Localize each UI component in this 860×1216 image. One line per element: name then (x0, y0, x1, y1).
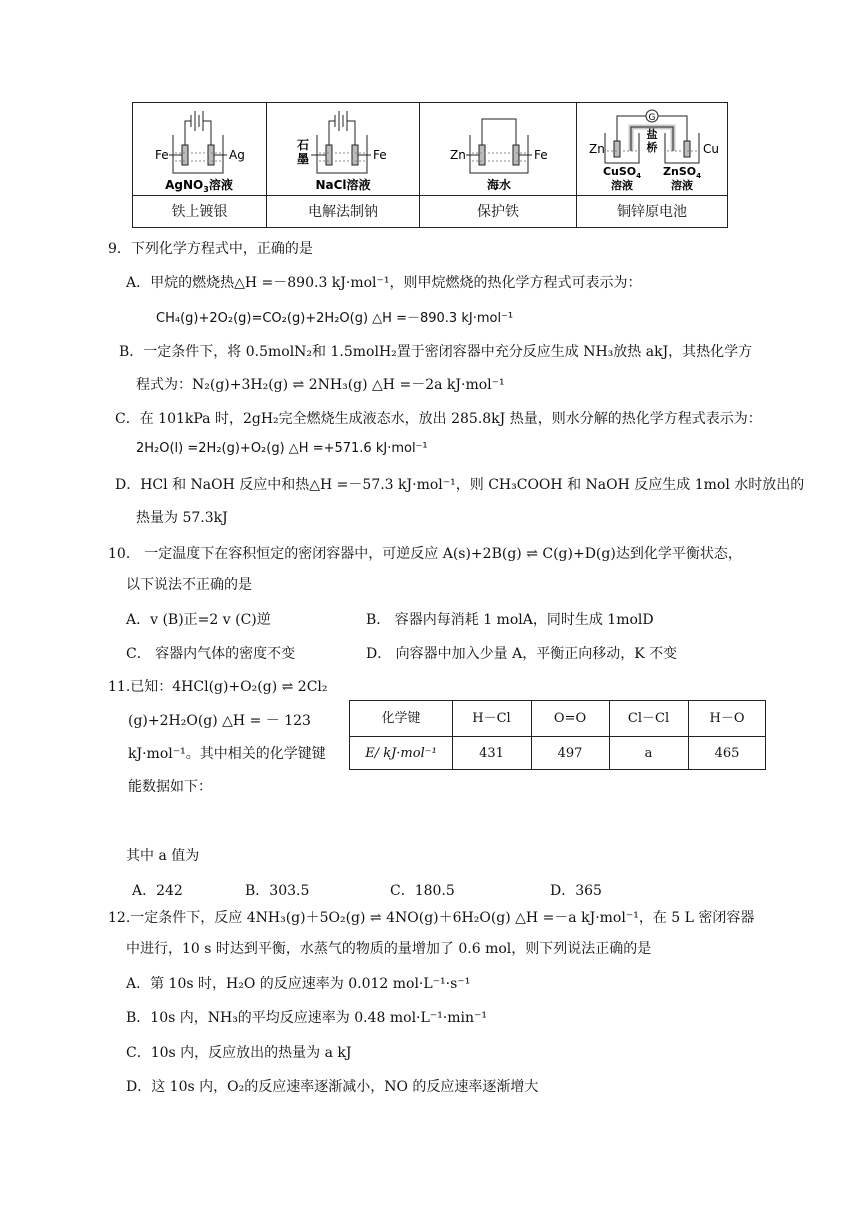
electrode-right: Fe (534, 148, 548, 162)
solution-label: NaCl溶液 (315, 178, 371, 192)
electrode-right: Ag (229, 148, 245, 162)
svg-text:CuSO4: CuSO$_4$ (602, 165, 642, 180)
q10-option-a: A．v (B)正=2 v (C)逆 (126, 612, 271, 628)
q12-option-b: B．10s 内，NH₃的平均反应速率为 0.48 mol·L⁻¹·min⁻¹ (126, 1010, 488, 1026)
q9-option-b-equation: 程式为：N₂(g)+3H₂(g) ⇌ 2NH₃(g) △H =－2a kJ·mol⁻¹ (136, 377, 505, 393)
electrode-left: Fe (155, 148, 169, 162)
q11-option-d: D．365 (550, 883, 602, 899)
q12-stem: 12.一定条件下，反应 4NH₃(g)＋5O₂(g) ⇌ 4NO(g)＋6H₂O(g) △H =－a kJ·mol⁻¹，在 5 L 密闭容器 (108, 910, 755, 926)
svg-text:盐: 盐 (646, 128, 658, 141)
q9-option-a: A．甲烷的燃烧热△H =－890.3 kJ·mol⁻¹，则甲烷燃烧的热化学方程式可表示为： (126, 275, 642, 291)
q9-option-c-equation: 2H₂O(l) =2H₂(g)+O₂(g) △H =+571.6 kJ·mol⁻¹ (136, 441, 428, 456)
electrolysis-diagram (267, 105, 419, 195)
protection-diagram (420, 105, 576, 195)
electroplating-diagram (133, 105, 266, 195)
header-oo: O=O (553, 711, 587, 726)
q10-option-c: C． 容器内气体的密度不变 (126, 646, 296, 662)
caption-electrolysis: 电解法制钠 (308, 204, 378, 220)
header-bond: 化学键 (381, 711, 421, 726)
q11-stem-3: kJ·mol⁻¹。其中相关的化学键键 (128, 746, 326, 762)
solution-label: 海水 (486, 178, 512, 192)
q9-option-b: B．一定条件下，将 0.5molN₂和 1.5molH₂置于密闭容器中充分反应生成 NH₃放热 akJ，其热化学方 (119, 344, 753, 360)
galvanic-cell-diagram (577, 105, 727, 195)
q12-option-a: A．第 10s 时，H₂O 的反应速率为 0.012 mol·L⁻¹·s⁻¹ (126, 976, 471, 992)
value-hcl: 431 (479, 746, 504, 761)
q11-option-c: C．180.5 (390, 883, 455, 899)
svg-text:溶液: 溶液 (611, 179, 633, 192)
q9-option-c: C．在 101kPa 时，2gH₂完全燃烧生成液态水，放出 285.8kJ 热量，则水分解的热化学方程式表示为： (115, 411, 762, 427)
q9-option-d-cont: 热量为 57.3kJ (136, 510, 228, 526)
svg-text:墨: 墨 (297, 152, 310, 166)
q11-option-b: B．303.5 (245, 883, 310, 899)
svg-text:ZnSO4: ZnSO$_4$ (663, 165, 701, 180)
q9-stem: 9．下列化学方程式中，正确的是 (108, 241, 313, 257)
svg-text:石: 石 (297, 138, 310, 152)
electrode-right: Fe (373, 148, 387, 162)
value-ho: 465 (714, 746, 740, 761)
bond-energy-table (349, 700, 766, 770)
q11-stem-4: 能数据如下： (128, 779, 212, 795)
q10-option-d: D． 向容器中加入少量 A，平衡正向移动，K 不变 (366, 646, 678, 662)
solution-label: AgNO$_3$溶液 (165, 178, 233, 194)
q10-stem-cont: 以下说法不正确的是 (126, 577, 252, 593)
value-clcl: a (644, 746, 653, 761)
caption-cell: 铜锌原电池 (617, 204, 687, 220)
q11-stem: 11.已知：4HCl(g)+O₂(g) ⇌ 2Cl₂ (108, 679, 328, 695)
q9-option-a-equation: CH₄(g)+2O₂(g)=CO₂(g)+2H₂O(g) △H =－890.3 kJ·mol⁻¹ (156, 311, 514, 326)
q12-option-d: D．这 10s 内，O₂的反应速率逐渐减小，NO 的反应速率逐渐增大 (126, 1079, 539, 1095)
q12-stem-cont: 中进行，10 s 时达到平衡，水蒸气的物质的量增加了 0.6 mol，则下列说法正确的是 (126, 941, 652, 957)
apparatus-table (132, 102, 728, 228)
q10-stem: 10． 一定温度下在容积恒定的密闭容器中，可逆反应 A(s)+2B(g) ⇌ C(g)+D(g)达到化学平衡状态， (108, 546, 742, 562)
electrode-left: Zn (589, 142, 605, 156)
header-clcl: Cl－Cl (627, 711, 670, 726)
meter-label: G (648, 113, 656, 123)
q10-option-b: B． 容器内每消耗 1 molA，同时生成 1molD (366, 612, 654, 628)
caption-protection: 保护铁 (477, 204, 519, 220)
electrode-right: Cu (703, 142, 719, 156)
q11-option-a: A．242 (132, 883, 183, 899)
q11-ask: 其中 a 值为 (126, 848, 200, 864)
caption-plating: 铁上镀银 (171, 204, 228, 220)
header-ho: H－O (709, 711, 745, 726)
header-hcl: H－Cl (472, 711, 511, 726)
value-oo: 497 (557, 746, 583, 761)
electrode-left: Zn (450, 148, 466, 162)
svg-text:桥: 桥 (646, 141, 658, 154)
row-label: E/ kJ·mol⁻¹ (365, 746, 437, 761)
svg-text:溶液: 溶液 (671, 179, 693, 192)
q11-stem-2: (g)+2H₂O(g) △H = － 123 (128, 713, 311, 729)
q9-option-d: D．HCl 和 NaOH 反应中和热△H =－57.3 kJ·mol⁻¹，则 CH₃COOH 和 NaOH 反应生成 1mol 水时放出的 (115, 477, 805, 493)
q12-option-c: C．10s 内，反应放出的热量为 a kJ (126, 1045, 352, 1061)
